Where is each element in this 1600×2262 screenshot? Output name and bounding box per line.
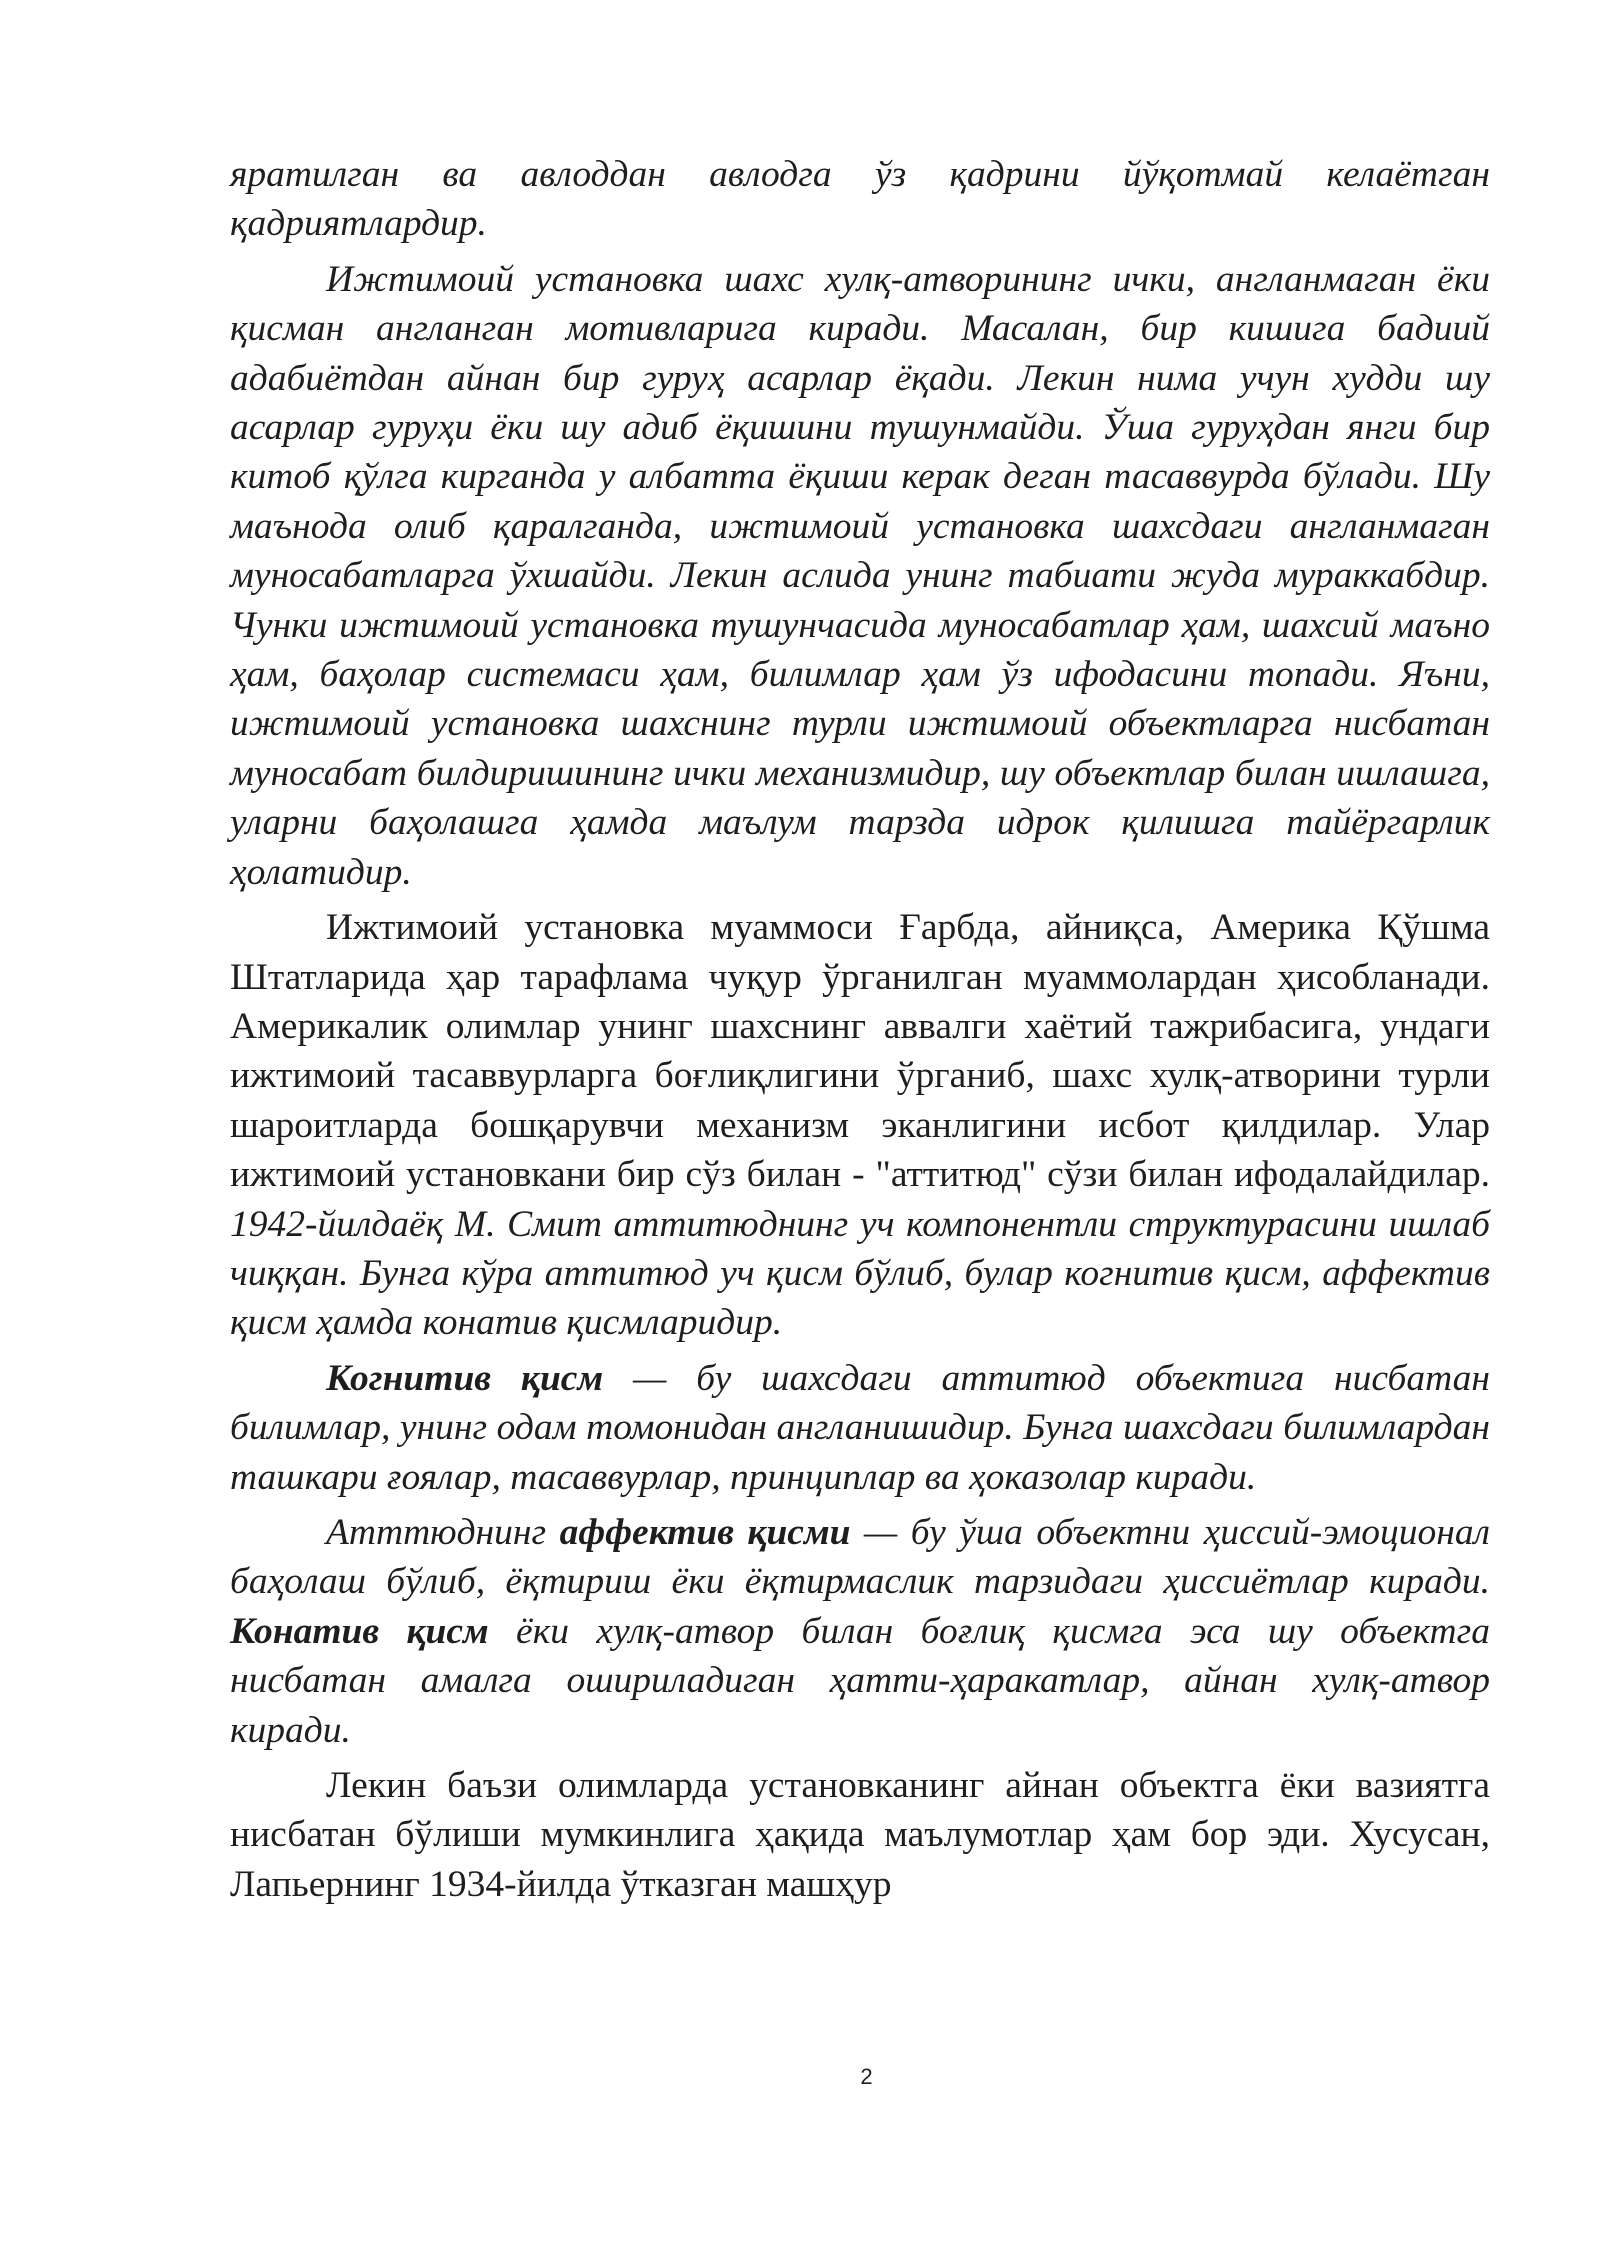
paragraph-6: Лекин баъзи олимларда установканинг айнан объектга ёки вазиятга нисбатан бўлиши мумкинлига ҳақида маълумотлар ҳам бор эди. Хусусан, Лапьернинг 1934-йилда ўтказган машҳур (230, 1765, 1490, 1905)
term-cognitive: Когнитив қисм (326, 1357, 604, 1399)
body-text (230, 150, 1490, 1915)
term-conative: Конатив қисм (230, 1610, 489, 1652)
paragraph-4 (230, 1354, 1490, 1502)
paragraph-1: яратилган ва авлоддан авлодга ўз қадрини йўқотмай келаётган қадриятлардир. (230, 154, 1490, 245)
paragraph-3-italic: 1942-йилдаёқ М. Смит аттитюднинг уч компонентли структурасини ишлаб чиққан. Бунга кўра аттитюд уч қисм бўлиб, булар когнитив қисм, аффектив қисм ҳамда конатив қисмларидир. (230, 1203, 1490, 1344)
paragraph-5-mid: — бу ўша объектни ҳиссий-эмоционал баҳолаш бўлиб, ёқтириш ёки ёқтирмаслик тарзидаги ҳиссиётлар киради. (230, 1511, 1490, 1603)
paragraph-2: Ижтимоий установка шахс хулқ-атворининг ички, англанмаган ёки қисман англанган мотивларига киради. Масалан, бир кишига бадиий адабиётдан айнан бир гуруҳ асарлар ёқади. Лекин нима учун худди шу асарлар гуруҳи ёки шу адиб ёқишини тушунмайди. Ўша гуруҳдан янги бир китоб қўлга кирганда у албатта ёқиши керак деган тасаввурда бўлади. Шу маънода олиб қаралганда, ижтимоий установка шахсдаги англанмаган муносабатларга ўхшайди. Лекин аслида унинг табиати жуда мураккабдир. Чунки ижтимоий установка тушунчасида муносабатлар ҳам, шахсий маъно ҳам, баҳолар системаси ҳам, билимлар ҳам ўз ифодасини топади. Яъни, ижтимоий установка шахснинг турли ижтимоий объектларга нисбатан муносабат билдиришининг ички механизмидир, шу объектлар билан ишлашга, уларни баҳолашга ҳамда маълум тарзда идрок қилишга тайёргарлик ҳолатидир. (230, 258, 1490, 893)
paragraph-5-rest: ёки хулқ-атвор билан боғлиқ қисмга эса шу объектга нисбатан амалга ошириладиган ҳатти-ҳаракатлар, айнан хулқ-атвор киради. (230, 1610, 1490, 1751)
paragraph-3-regular: Ижтимоий установка муаммоси Ғарбда, айниқса, Америка Қўшма Штатларида ҳар тарафлама чуқур ўрганилган муаммолардан ҳисобланади. Америкалик олимлар унинг шахснинг аввалги хаётий тажрибасига, ундаги ижтимоий тасаввурларга боғлиқлигини ўрганиб, шахс хулқ-атворини турли шароитларда бошқарувчи механизм эканлигини исбот қилдилар. Улар ижтимоий установкани бир сўз билан - "аттитюд" сўзи билан ифодалайдилар. (230, 907, 1490, 1196)
paragraph-4-text: — бу шахсдаги аттитюд объектига нисбатан билимлар, унинг одам томонидан англанишидир. Бунга шахсдаги билимлардан ташкари ғоялар, тасаввурлар, принциплар ва ҳоказолар киради. (230, 1357, 1491, 1498)
paragraph-5 (230, 1508, 1490, 1755)
paragraph-5-lead: Атттюднинг (326, 1511, 560, 1553)
term-affective: аффектив қисми (559, 1511, 851, 1553)
page-number: 2 (860, 2064, 873, 2089)
paragraph-3 (230, 903, 1490, 1348)
